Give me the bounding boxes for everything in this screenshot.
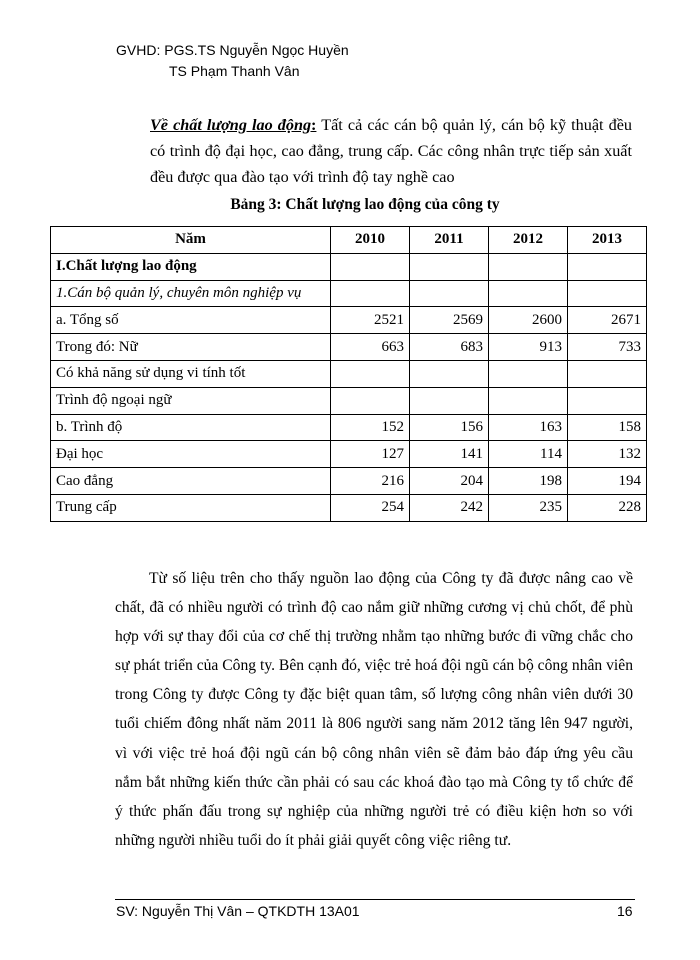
value-cell: 2600 bbox=[489, 307, 568, 334]
row-label-cell: Trung cấp bbox=[51, 494, 331, 521]
intro-paragraph bbox=[150, 112, 632, 190]
table-title: Bảng 3: Chất lượng lao động của công ty bbox=[230, 196, 500, 213]
value-cell: 663 bbox=[331, 334, 410, 361]
value-cell: 132 bbox=[568, 441, 647, 468]
table-row bbox=[51, 494, 647, 521]
table-row bbox=[51, 387, 647, 414]
header-cell-2012: 2012 bbox=[489, 227, 568, 254]
value-cell: 683 bbox=[410, 334, 489, 361]
header-cell-2010: 2010 bbox=[331, 227, 410, 254]
value-cell: 254 bbox=[331, 494, 410, 521]
table-row bbox=[51, 253, 647, 280]
header-cell-2011: 2011 bbox=[410, 227, 489, 254]
value-cell bbox=[331, 387, 410, 414]
row-label-cell: Có khả năng sử dụng vi tính tốt bbox=[51, 360, 331, 387]
table-row bbox=[51, 280, 647, 307]
value-cell bbox=[489, 387, 568, 414]
value-cell bbox=[489, 253, 568, 280]
table-row bbox=[51, 360, 647, 387]
table-header-row bbox=[51, 227, 647, 254]
intro-lead: Về chất lượng lao động bbox=[150, 116, 312, 134]
row-label-cell: 1.Cán bộ quản lý, chuyên môn nghiệp vụ bbox=[51, 280, 331, 307]
row-label-cell: Cao đẳng bbox=[51, 468, 331, 495]
table-row bbox=[51, 307, 647, 334]
value-cell bbox=[489, 360, 568, 387]
value-cell: 733 bbox=[568, 334, 647, 361]
row-label-cell: Trong đó: Nữ bbox=[51, 334, 331, 361]
analysis-paragraph bbox=[115, 564, 633, 855]
value-cell: 198 bbox=[489, 468, 568, 495]
value-cell: 156 bbox=[410, 414, 489, 441]
value-cell bbox=[410, 387, 489, 414]
value-cell: 127 bbox=[331, 441, 410, 468]
value-cell bbox=[331, 360, 410, 387]
value-cell bbox=[568, 253, 647, 280]
value-cell: 228 bbox=[568, 494, 647, 521]
row-label-cell: a. Tổng số bbox=[51, 307, 331, 334]
value-cell: 2521 bbox=[331, 307, 410, 334]
intro-lead-colon: : bbox=[311, 116, 317, 134]
value-cell: 114 bbox=[489, 441, 568, 468]
table-row bbox=[51, 334, 647, 361]
value-cell: 204 bbox=[410, 468, 489, 495]
value-cell bbox=[568, 360, 647, 387]
value-cell bbox=[410, 280, 489, 307]
value-cell: 2569 bbox=[410, 307, 489, 334]
value-cell: 216 bbox=[331, 468, 410, 495]
value-cell bbox=[489, 280, 568, 307]
row-label-cell: Trình độ ngoại ngữ bbox=[51, 387, 331, 414]
value-cell bbox=[331, 253, 410, 280]
footer-divider bbox=[115, 899, 635, 900]
intro-lead-wrap bbox=[150, 116, 316, 134]
table-row bbox=[51, 414, 647, 441]
header-cell-year: Năm bbox=[51, 227, 331, 254]
footer-page-number: 16 bbox=[617, 903, 633, 919]
value-cell: 194 bbox=[568, 468, 647, 495]
value-cell bbox=[568, 387, 647, 414]
value-cell: 141 bbox=[410, 441, 489, 468]
value-cell bbox=[410, 253, 489, 280]
value-cell bbox=[410, 360, 489, 387]
row-label-cell: Đại học bbox=[51, 441, 331, 468]
value-cell: 913 bbox=[489, 334, 568, 361]
value-cell: 235 bbox=[489, 494, 568, 521]
value-cell: 242 bbox=[410, 494, 489, 521]
table-row bbox=[51, 468, 647, 495]
table-body bbox=[51, 253, 647, 521]
row-label-cell: b. Trình độ bbox=[51, 414, 331, 441]
value-cell: 152 bbox=[331, 414, 410, 441]
table-row bbox=[51, 441, 647, 468]
value-cell bbox=[331, 280, 410, 307]
page-header bbox=[116, 40, 349, 82]
value-cell: 2671 bbox=[568, 307, 647, 334]
header-cell-2013: 2013 bbox=[568, 227, 647, 254]
header-advisor-line-2: TS Phạm Thanh Vân bbox=[169, 63, 300, 79]
footer-student: SV: Nguyễn Thị Vân – QTKDTH 13A01 bbox=[116, 903, 360, 919]
header-advisor-line-1: GVHD: PGS.TS Nguyễn Ngọc Huyền bbox=[116, 42, 349, 58]
value-cell: 163 bbox=[489, 414, 568, 441]
labor-quality-table bbox=[50, 226, 647, 522]
row-label-cell: I.Chất lượng lao động bbox=[51, 253, 331, 280]
value-cell: 158 bbox=[568, 414, 647, 441]
intro-text: Tất cả các cán bộ quản lý, cán bộ kỹ thuật đều có trình độ đại học, cao đẳng, trung cấp. Các công nhân trực tiếp sản xuất đều được qua đào tạo với trình độ tay nghề cao bbox=[150, 116, 632, 186]
analysis-text: Từ số liệu trên cho thấy nguồn lao động của Công ty đã được nâng cao về chất, đã có nhiều người có trình độ cao nắm giữ những cương vị chủ chốt, để phù hợp với sự thay đổi của cơ chế thị trường nhằm tạo những bước đi vững chắc cho sự phát triển của Công ty. Bên cạnh đó, việc trẻ hoá đội ngũ cán bộ công nhân viên trong Công ty được Công ty đặc biệt quan tâm, số lượng công nhân viên dưới 30 tuổi chiếm đông nhất năm 2011 là 806 người sang năm 2012 tăng lên 947 người, vì với việc trẻ hoá đội ngũ cán bộ công nhân viên sẽ đảm bảo đáp ứng yêu cầu nắm bắt những kiến thức cần phải có sau các khoá đào tạo mà Công ty tổ chức để ý thức phấn đấu trong sự nghiệp của những người trẻ có điều kiện hơn so với những người nhiều tuổi do ít phải giải quyết công việc riêng tư. bbox=[115, 570, 633, 849]
value-cell bbox=[568, 280, 647, 307]
